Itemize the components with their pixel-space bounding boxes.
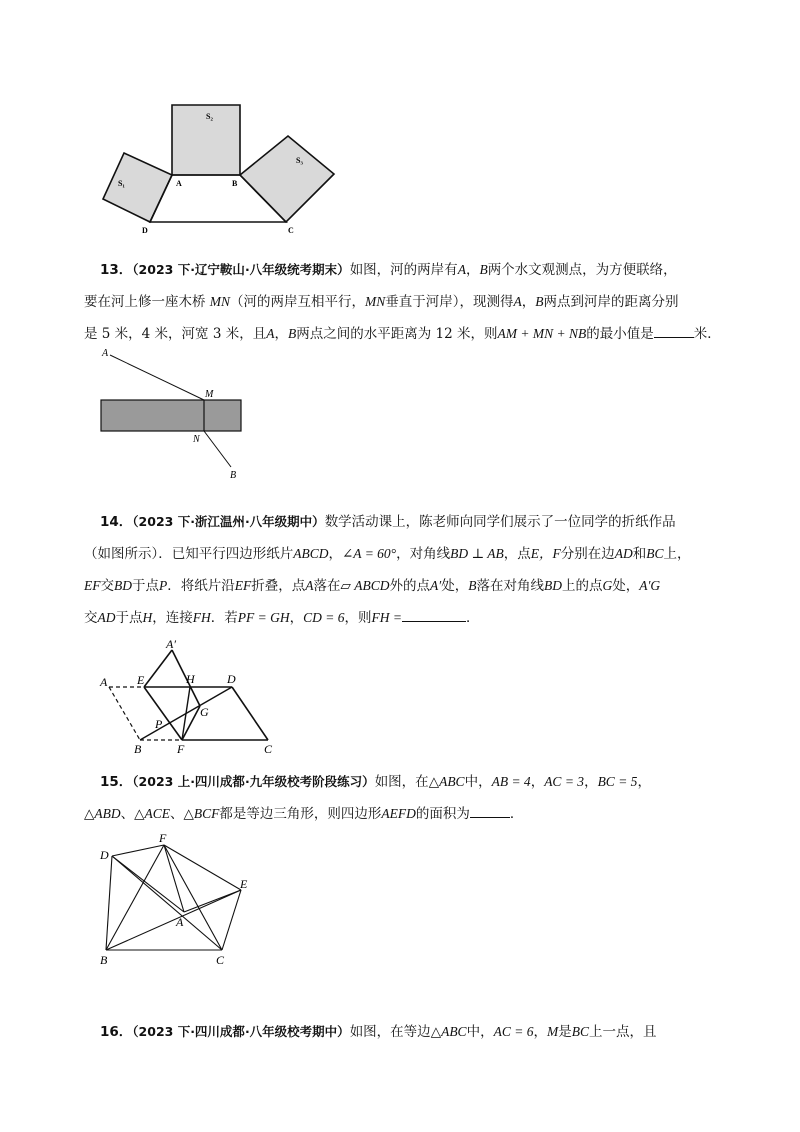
text: 的最小值是 [586,326,654,342]
label-d: D [100,848,109,862]
label-f: F [159,831,167,845]
math: AM + MN + NB [497,326,587,341]
text: ， [521,294,536,310]
text: 米． [693,326,721,342]
answer-blank[interactable] [654,323,694,338]
math: BC = 5 [597,774,638,789]
text: 外的点 [389,578,431,594]
figure-q15 [96,828,266,973]
label-b: B [232,179,238,188]
label-a: A [102,348,109,359]
text: 、 [120,806,135,822]
text: 两点之间的水平距离为 12 米，则 [296,326,498,342]
text: ， [637,774,651,790]
label-n: N [193,434,200,445]
label-h: H [186,672,195,686]
math: △ABC [428,774,465,789]
math: H [142,610,153,625]
math: FH = [371,610,402,625]
math: AB = 4 [491,774,531,789]
label-c: C [216,953,225,967]
question-source: （2023 下·辽宁鞍山·八年级统考期末） [132,262,350,277]
label-s2: S₂ [206,112,213,121]
text: ．若 [210,610,238,626]
label-a: A [176,179,182,188]
text: 两个水文观测点，为方便联络， [487,262,677,278]
label-s3: S₃ [296,156,303,165]
label-e: E [240,877,248,891]
math: △ABD [84,806,121,821]
math: B [287,326,297,341]
text: ． [509,806,524,822]
math: A′ [430,578,442,593]
label-c: C [288,226,294,235]
math: AC = 3 [544,774,585,789]
math: EF [234,578,252,593]
text: 上， [663,546,691,562]
math: G [602,578,613,593]
math: B [535,294,544,309]
math: CD = 6 [303,610,345,625]
text: 垂直于河岸），现测得 [385,294,514,310]
question-source: （2023 上·四川成都·九年级校考阶段练习） [132,774,375,789]
text: ， [465,262,480,278]
question-source: （2023 下·四川成都·八年级校考期中） [132,1024,350,1039]
text: 如图，河的两岸有 [349,262,458,278]
math: BC [571,1024,589,1039]
text: 数学活动课上，陈老师向同学们展示了一位同学的折纸作品 [324,514,676,530]
text: ，连接 [152,610,193,626]
text: 如图，在 [374,774,429,790]
math: P [159,578,168,593]
label-d: D [227,672,236,686]
answer-blank[interactable] [470,803,510,818]
math: EF [84,578,101,593]
answer-blank[interactable] [402,607,466,622]
text: ， [274,326,288,342]
label-b: B [230,470,237,481]
text: 是 5 米，4 米，河宽 3 米，且 [84,326,267,342]
math: B [479,262,488,277]
text: ，则 [344,610,372,626]
math: AD [97,610,116,625]
label-f: F [177,742,185,756]
math: ABCD [293,546,329,561]
figure-q14 [96,632,296,757]
math: MN [209,294,231,309]
label-s1: S₁ [118,179,125,188]
label-m: M [205,389,214,400]
math: ∠A = 60° [342,546,397,561]
text: ，点 [503,546,531,562]
text: 折叠，点 [251,578,306,594]
text: 于点 [115,610,143,626]
label-g: G [200,705,209,719]
label-p: P [155,717,163,731]
label-c: C [264,742,273,756]
math: ▱ ABCD [340,578,390,593]
text: 中， [464,774,492,790]
label-b: B [134,742,142,756]
text: 要在河上修一座木桥 [84,294,206,310]
question-number: 13． [100,262,133,278]
text: ．将纸片沿 [167,578,235,594]
text: ， [289,610,304,626]
text: 的面积为 [415,806,470,822]
math: A [266,326,275,341]
text: 上的点 [561,578,603,594]
question-source: （2023 下·浙江温州·八年级期中） [132,514,325,529]
label-a-prime: A′ [166,637,176,651]
text: 和 [632,546,647,562]
math: A [457,262,466,277]
text: 处， [441,578,469,594]
text: 处， [612,578,640,594]
math: △ABC [430,1024,467,1039]
math: △ACE [134,806,171,821]
figure-q13 [96,345,256,485]
text: 于点 [132,578,159,594]
math: A [305,578,314,593]
text: 如图，在等边 [349,1024,431,1040]
text: 两点到河岸的距离分别 [543,294,679,310]
label-d: D [142,226,148,235]
text: 交 [100,578,114,594]
question-number: 16． [100,1024,133,1040]
math: A [513,294,522,309]
text: （如图所示）．已知平行四边形纸片 [84,546,294,562]
math: △BCF [183,806,220,821]
math: PF = GH [237,610,290,625]
label-b: B [100,953,108,967]
text: 是 [558,1024,572,1040]
text: ． [465,610,480,626]
text: ，对角线 [396,546,451,562]
math: AEFD [381,806,416,821]
math: AC = 6 [493,1024,534,1039]
text: 上一点，且 [588,1024,657,1040]
math: FH [192,610,211,625]
figure-q12 [96,96,346,241]
question-number: 14． [100,514,133,530]
math: E，F [530,546,561,561]
label-a: A [176,915,184,929]
question-number: 15． [100,774,133,790]
math: MN [365,294,386,309]
text: 落在 [313,578,341,594]
math: AD [614,546,633,561]
math: B [468,578,477,593]
text: 落在对角线 [476,578,544,594]
text: （河的两岸互相平行， [230,294,366,310]
math: BC [646,546,664,561]
label-a: A [100,675,108,689]
math: BD ⊥ AB [450,546,504,561]
math: A′G [639,578,661,593]
text: 、 [170,806,184,822]
text: ， [530,774,545,790]
text: 都是等边三角形，则四边形 [219,806,382,822]
text: ， [533,1024,547,1040]
label-e: E [137,673,145,687]
text: 中， [466,1024,494,1040]
math: M [546,1024,559,1039]
math: BD [543,578,562,593]
text: ， [584,774,598,790]
math: BD [114,578,132,593]
text: 分别在边 [560,546,615,562]
text: 交 [84,610,98,626]
